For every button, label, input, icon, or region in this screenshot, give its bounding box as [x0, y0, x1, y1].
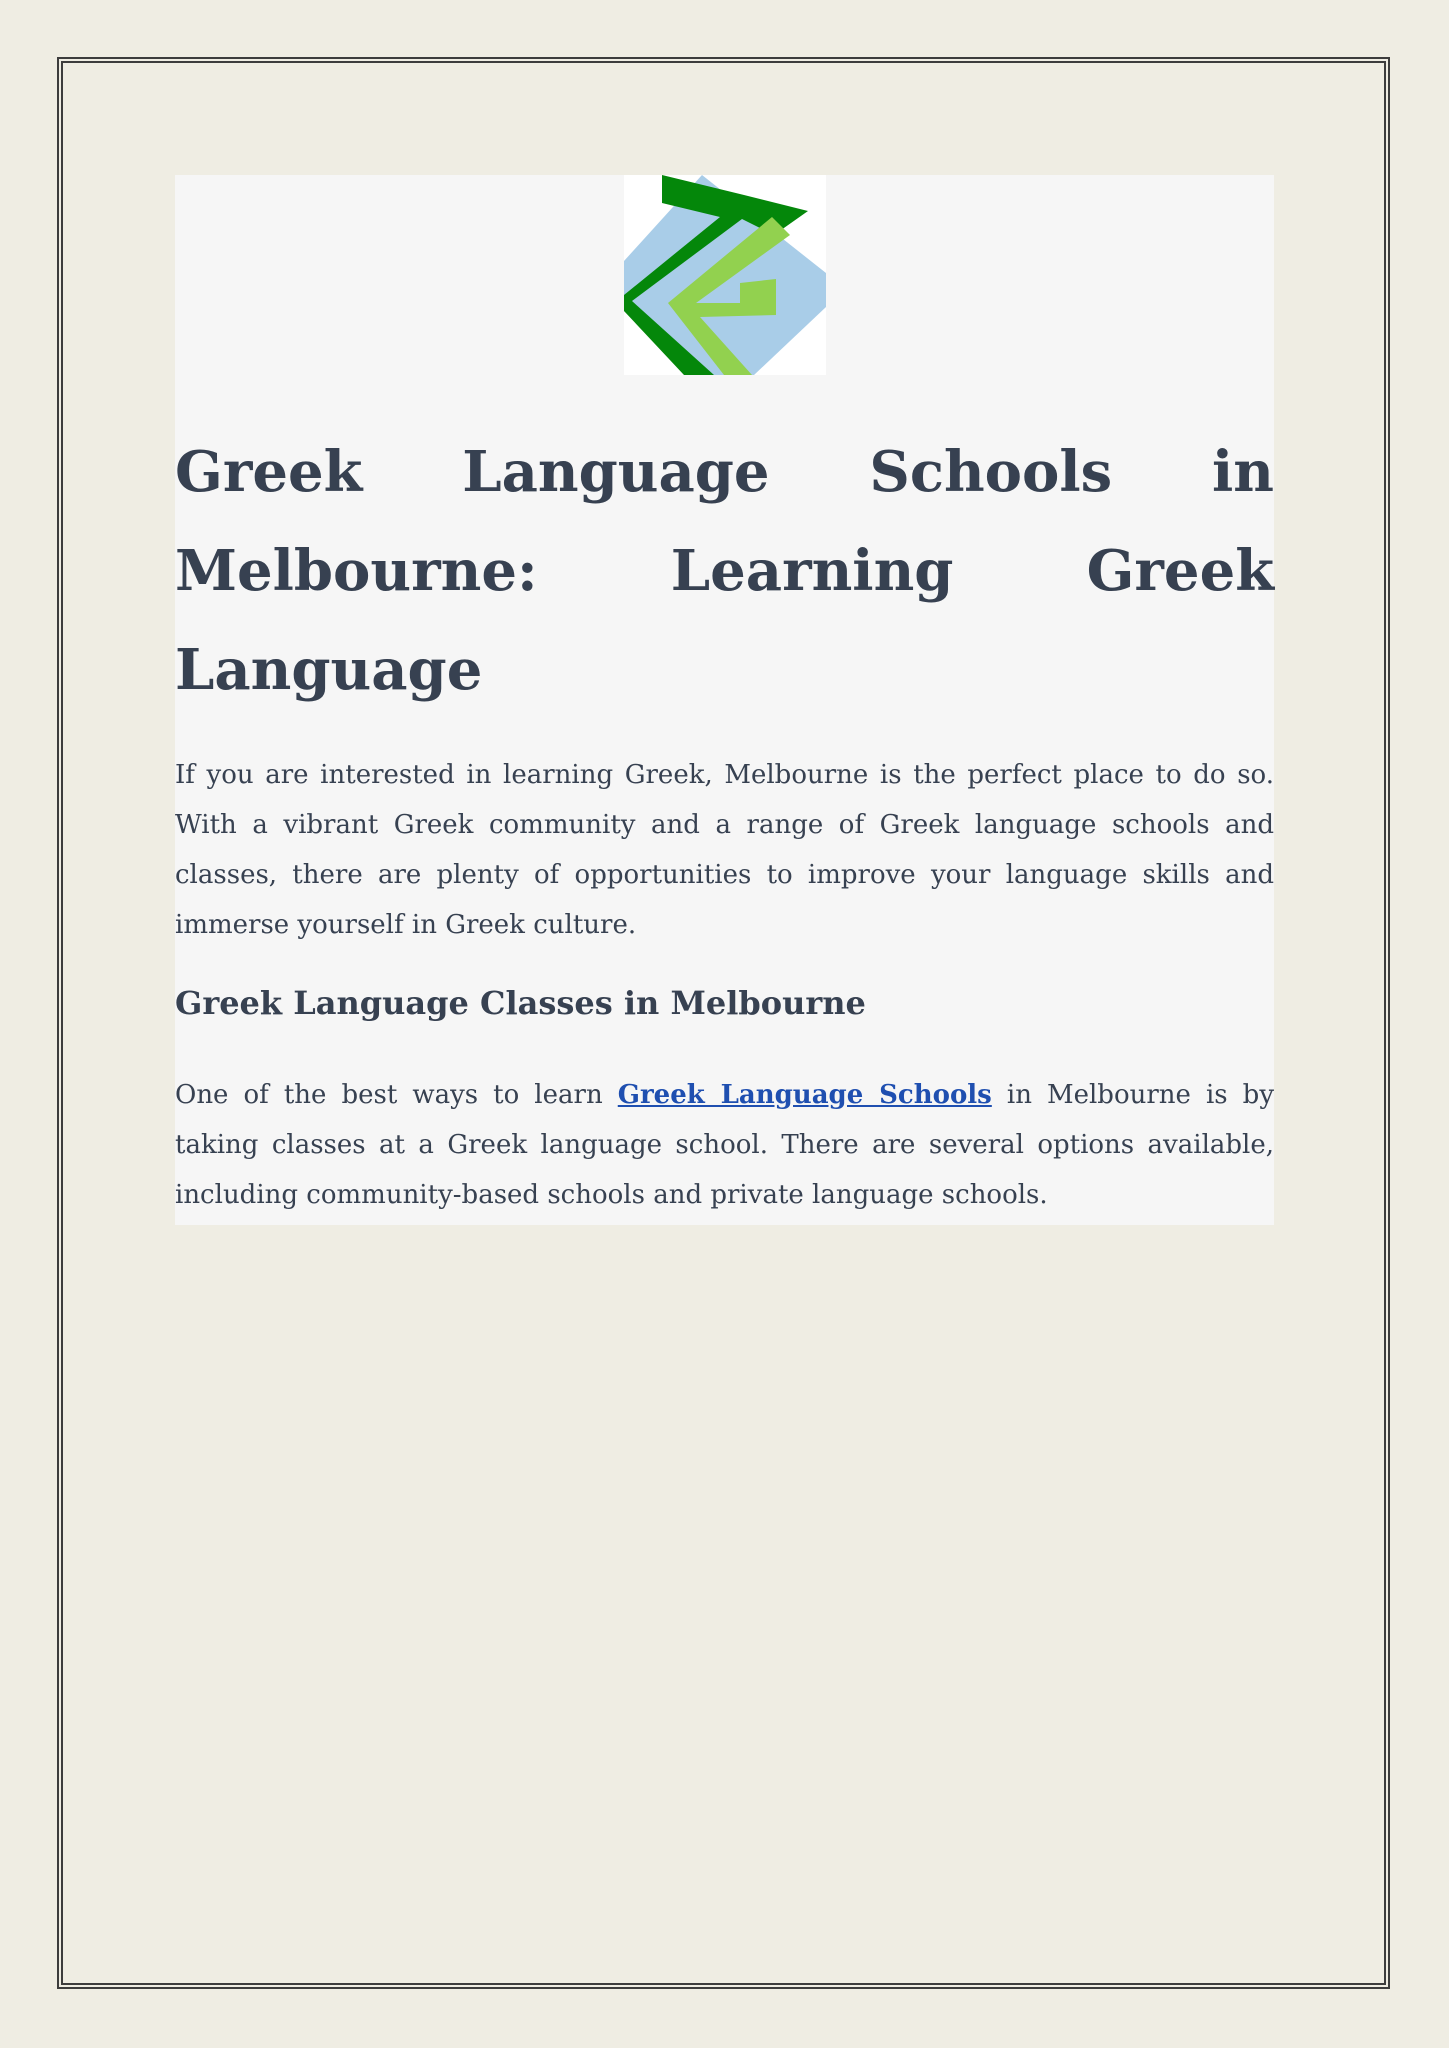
page-title: Greek Language Schools in Melbourne: Learning Greek Language — [175, 439, 1274, 703]
section-paragraph — [175, 1070, 1274, 1220]
greek-language-schools-link[interactable]: Greek Language Schools — [617, 1080, 992, 1110]
logo — [624, 175, 826, 375]
paragraph-text-after-link: in Melbourne is by taking classes at a Greek language school. There are several options available, including community-based schools and private language schools. — [175, 1080, 1275, 1210]
paragraph-text-before-link: One of the best ways to learn — [175, 1080, 618, 1110]
document-content — [175, 175, 1274, 1225]
section-heading: Greek Language Classes in Melbourne — [175, 984, 866, 1022]
zigzag-arrow-logo-icon — [624, 175, 826, 375]
intro-paragraph: If you are interested in learning Greek, Melbourne is the perfect place to do so. With a vibrant Greek community and a range of Greek language schools and classes, there are plenty of opportunities to improve your language skills and immerse yourself in Greek culture. — [175, 760, 1274, 940]
